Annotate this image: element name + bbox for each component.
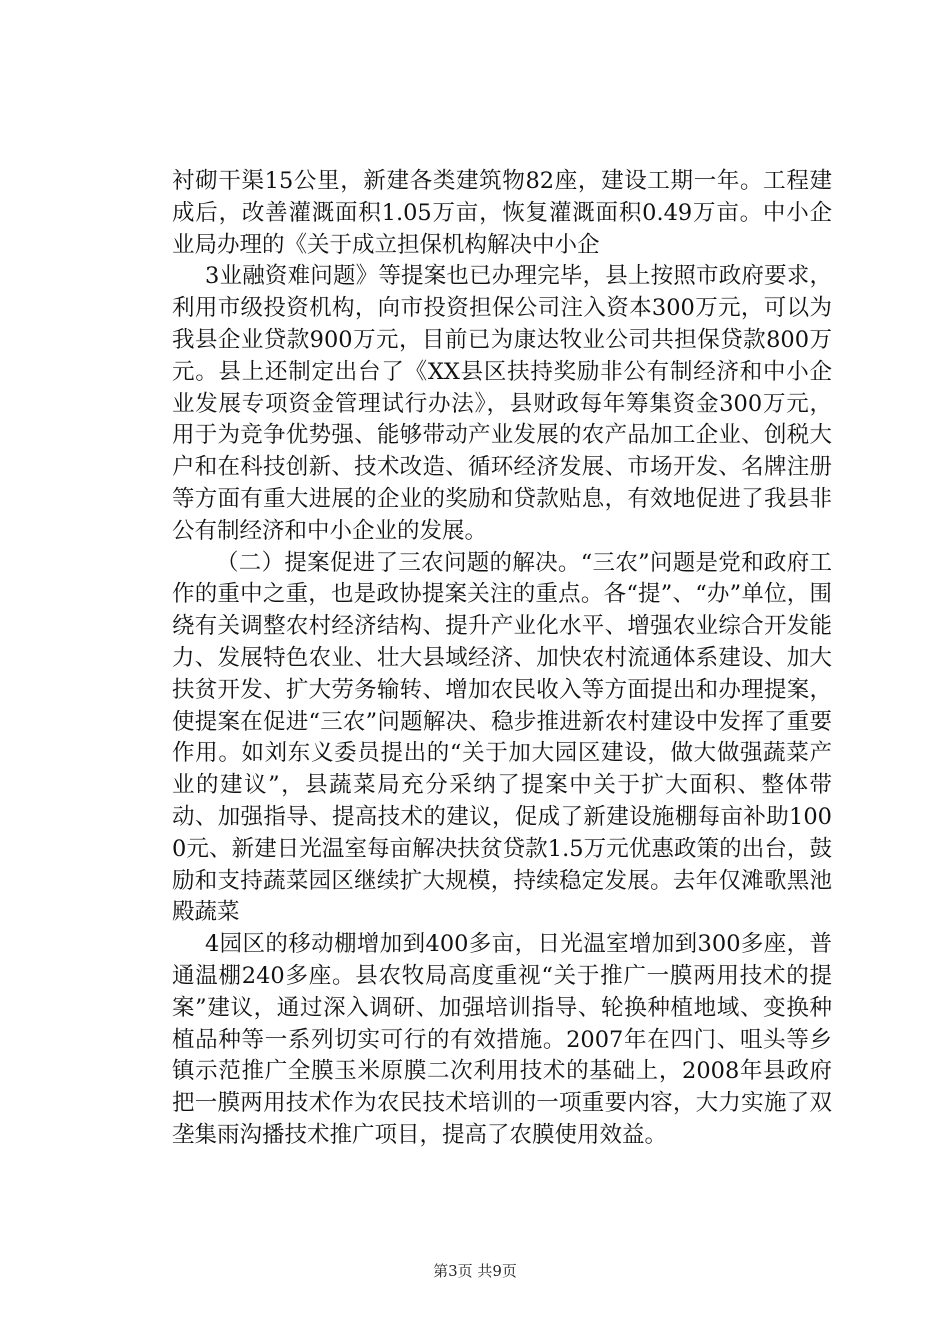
paragraph-greenhouse: 4园区的移动棚增加到400多亩，日光温室增加到300多座，普通温棚240多座。县农牧局高度重视“关于推广一膜两用技术的提案”建议，通过深入调研、加强培训指导、轮换种植地域、变换种植品种等一系列切实可行的有效措施。2007年在四门、咀头等乡镇示范推广全膜玉米原膜二次利用技术的基础上，2008年县政府把一膜两用技术作为农民技术培训的一项重要内容，大力实施了双垄集雨沟播技术推广项目，提高了农膜使用效益。	[172, 931, 832, 1148]
paragraph-financing: 3业融资难问题》等提案也已办理完毕，县上按照市政府要求，利用市级投资机构，向市投资担保公司注入资本300万元，可以为我县企业贷款900万元，目前已为康达牧业公司共担保贷款800万元。县上还制定出台了《XX县区扶持奖励非公有制经济和中小企业发展专项资金管理试行办法》，县财政每年筹集资金300万元，用于为竞争优势强、能够带动产业发展的农产品加工企业、创税大户和在科技创新、技术改造、循环经济发展、市场开发、名牌注册等方面有重大进展的企业的奖励和贷款贴息，有效地促进了我县非公有制经济和中小企业的发展。	[172, 263, 832, 544]
paragraph-irrigation: 衬砌干渠15公里，新建各类建筑物82座，建设工期一年。工程建成后，改善灌溉面积1.05万亩，恢复灌溉面积0.49万亩。中小企业局办理的《关于成立担保机构解决中小企	[172, 168, 832, 258]
document-body	[172, 166, 832, 1152]
paragraph-sannong: （二）提案促进了三农问题的解决。“三农”问题是党和政府工作的重中之重，也是政协提案关注的重点。各“提”、“办”单位，围绕有关调整农村经济结构、提升产业化水平、增强农业综合开发能力、发展特色农业、壮大县域经济、加快农村流通体系建设、加大扶贫开发、扩大劳务输转、增加农民收入等方面提出和办理提案，使提案在促进“三农”问题解决、稳步推进新农村建设中发挥了重要作用。如刘东义委员提出的“关于加大园区建设，做大做强蔬菜产业的建议”，县蔬菜局充分采纳了提案中关于扩大面积、整体带动、加强指导、提高技术的建议，促成了新建设施棚每亩补助1000元、新建日光温室每亩解决扶贫贷款1.5万元优惠政策的出台，鼓励和支持蔬菜园区继续扩大规模，持续稳定发展。去年仅滩歌黑池殿蔬菜	[172, 549, 832, 926]
page-footer	[0, 1261, 950, 1281]
page-number: 第3页 共9页	[433, 1262, 517, 1280]
